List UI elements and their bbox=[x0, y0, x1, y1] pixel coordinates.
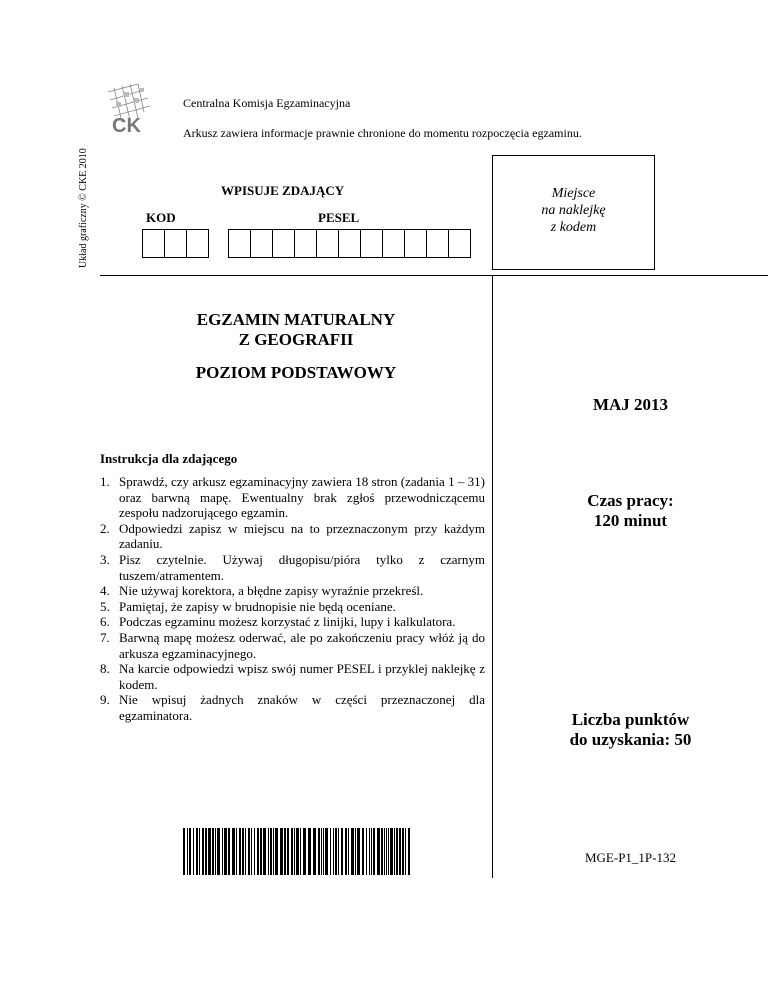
duration-value: 120 minut bbox=[593, 511, 668, 530]
instruction-number: 3. bbox=[100, 551, 110, 567]
instruction-item bbox=[100, 599, 485, 615]
instructions-list bbox=[100, 474, 485, 724]
pesel-input-boxes[interactable] bbox=[228, 229, 470, 258]
instruction-number: 1. bbox=[100, 474, 110, 489]
digit-cell[interactable] bbox=[228, 229, 251, 258]
instruction-number: 5. bbox=[100, 598, 110, 614]
institution-name: Centralna Komisja Egzaminacyjna bbox=[183, 96, 351, 110]
digit-cell[interactable] bbox=[272, 229, 295, 258]
digit-cell[interactable] bbox=[426, 229, 449, 258]
points-value: do uzyskania: 50 bbox=[569, 730, 692, 749]
instruction-number: 6. bbox=[100, 614, 110, 630]
instruction-text: Nie używaj korektora, a błędne zapisy wyraźnie przekreśl. bbox=[119, 583, 424, 599]
digit-cell[interactable] bbox=[404, 229, 427, 258]
vertical-divider bbox=[492, 275, 493, 878]
instruction-number: 9. bbox=[100, 692, 110, 708]
exam-level: POZIOM PODSTAWOWY bbox=[195, 363, 397, 382]
instruction-item bbox=[100, 630, 485, 661]
digit-cell[interactable] bbox=[448, 229, 471, 258]
cke-logo-text: CK bbox=[112, 115, 141, 137]
digit-cell[interactable] bbox=[142, 229, 165, 258]
exam-date: MAJ 2013 bbox=[592, 395, 669, 414]
instruction-item bbox=[100, 583, 485, 599]
instruction-text: Nie wpisuj żadnych znaków w części przeznaczonej dla egzaminatora. bbox=[119, 692, 485, 723]
instruction-number: 7. bbox=[100, 629, 110, 645]
kod-input-boxes[interactable] bbox=[142, 229, 208, 258]
sticker-placeholder bbox=[492, 155, 655, 270]
instruction-item bbox=[100, 474, 485, 521]
sheet-code: MGE-P1_1P-132 bbox=[584, 850, 676, 865]
digit-cell[interactable] bbox=[164, 229, 187, 258]
instruction-number: 8. bbox=[100, 661, 110, 677]
instruction-item bbox=[100, 552, 485, 583]
candidate-heading: WPISUJE ZDAJĄCY bbox=[221, 183, 345, 198]
digit-cell[interactable] bbox=[382, 229, 405, 258]
instruction-text: Odpowiedzi zapisz w miejscu na to przeznaczonym przy każdym zadaniu. bbox=[119, 520, 485, 552]
instruction-number: 2. bbox=[100, 520, 110, 536]
confidential-note: Arkusz zawiera informacje prawnie chronione do momentu rozpoczęcia egzaminu. bbox=[183, 126, 582, 140]
instruction-text: Barwną mapę możesz oderwać, ale po zakończeniu pracy włóż ją do arkusza egzaminacyjnego. bbox=[119, 629, 485, 661]
max-points bbox=[493, 710, 768, 750]
instruction-text: Podczas egzaminu możesz korzystać z linijki, lupy i kalkulatora. bbox=[119, 614, 456, 630]
instruction-item bbox=[100, 521, 485, 552]
horizontal-divider bbox=[100, 275, 768, 276]
instruction-item bbox=[100, 614, 485, 630]
instructions-title: Instrukcja dla zdającego bbox=[100, 451, 238, 466]
exam-title bbox=[100, 310, 492, 350]
cke-logo bbox=[104, 82, 160, 138]
copyright-side-text: Układ graficzny © CKE 2010 bbox=[78, 148, 89, 268]
sticker-line3: z kodem bbox=[550, 220, 597, 235]
instruction-text: Pisz czytelnie. Używaj długopisu/pióra tylko z czarnym tuszem/atramentem. bbox=[119, 551, 485, 583]
duration-label: Czas pracy: bbox=[587, 491, 674, 510]
pesel-label: PESEL bbox=[318, 210, 360, 225]
digit-cell[interactable] bbox=[294, 229, 317, 258]
digit-cell[interactable] bbox=[316, 229, 339, 258]
digit-cell[interactable] bbox=[360, 229, 383, 258]
exam-duration bbox=[493, 491, 768, 531]
barcode bbox=[183, 828, 412, 875]
digit-cell[interactable] bbox=[250, 229, 273, 258]
digit-cell[interactable] bbox=[186, 229, 209, 258]
sticker-line2: na naklejkę bbox=[541, 203, 606, 218]
kod-label: KOD bbox=[146, 210, 176, 225]
points-label: Liczba punktów bbox=[571, 710, 690, 729]
sticker-line1: Miejsce bbox=[551, 186, 596, 201]
instruction-text: Pamiętaj, że zapisy w brudnopisie nie będą oceniane. bbox=[119, 598, 396, 614]
instruction-text: Sprawdź, czy arkusz egzaminacyjny zawiera 18 stron (zadania 1 – 31) oraz barwną mapę. Ewentualny brak zgłoś przewodniczącemu zespołu nadzorującego egzamin. bbox=[119, 474, 485, 521]
exam-title-line2: Z GEOGRAFII bbox=[238, 330, 354, 349]
exam-title-line1: EGZAMIN MATURALNY bbox=[196, 310, 396, 329]
instruction-item bbox=[100, 661, 485, 692]
instruction-text: Na karcie odpowiedzi wpisz swój numer PESEL i przyklej naklejkę z kodem. bbox=[119, 661, 485, 692]
instruction-item bbox=[100, 692, 485, 723]
digit-cell[interactable] bbox=[338, 229, 361, 258]
instruction-number: 4. bbox=[100, 583, 110, 599]
